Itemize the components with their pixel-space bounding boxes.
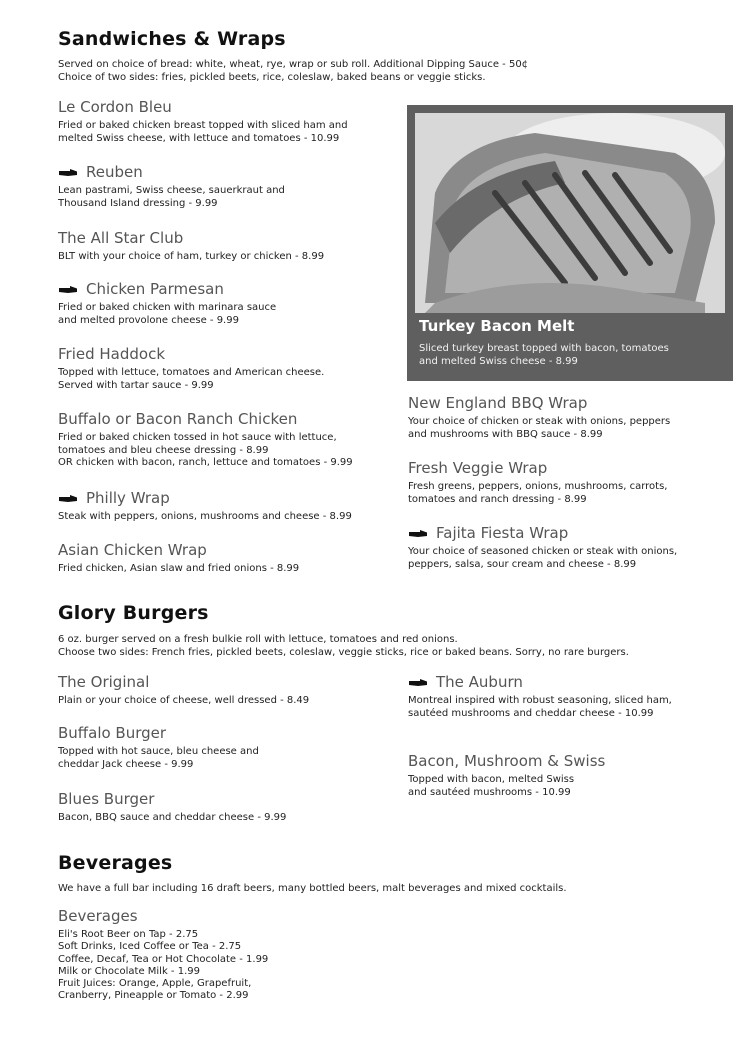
item-desc-line: Montreal inspired with robust seasoning, sliced ham, xyxy=(408,695,672,706)
pointing-hand-icon xyxy=(408,678,428,688)
item-name: Asian Chicken Wrap xyxy=(58,541,207,559)
list-item: Cranberry, Pineapple or Tomato - 2.99 xyxy=(58,990,249,1002)
item-desc-line: melted Swiss cheese, with lettuce and tomatoes - 10.99 xyxy=(58,132,340,144)
item-desc-line: tomatoes and bleu cheese dressing - 8.99 xyxy=(58,444,269,456)
featured-item-photo-box xyxy=(407,105,733,381)
menu-item-buffalo-bacon-ranch-chicken xyxy=(58,409,353,470)
item-name-row xyxy=(58,279,276,299)
pointing-hand-icon xyxy=(58,168,78,178)
item-desc-line: peppers, salsa, sour cream and cheese - 8.99 xyxy=(408,558,637,570)
item-desc xyxy=(58,185,285,210)
item-name-row xyxy=(408,672,672,692)
item-desc-line: Your choice of chicken or steak with onions, peppers xyxy=(408,416,671,427)
menu-item-chicken-parmesan xyxy=(58,279,276,327)
item-name: The Original xyxy=(58,673,150,691)
pointing-hand-icon xyxy=(58,494,78,504)
beverages-intro: We have a full bar including 16 draft beers, many bottled beers, malt beverages and mixed cocktails. xyxy=(58,883,567,894)
item-name: Blues Burger xyxy=(58,790,155,808)
item-name: Fajita Fiesta Wrap xyxy=(436,524,569,542)
sandwiches-intro xyxy=(58,58,718,84)
menu-item-the-original xyxy=(58,672,309,708)
item-name-row xyxy=(408,523,677,543)
sandwiches-intro-line: Choice of two sides: fries, pickled beets, rice, coleslaw, baked beans or veggie sticks. xyxy=(58,72,486,83)
item-name: Buffalo or Bacon Ranch Chicken xyxy=(58,410,298,428)
menu-item-blues-burger xyxy=(58,789,286,825)
beverages-list-block xyxy=(58,906,268,1003)
menu-item-fried-haddock xyxy=(58,344,324,392)
item-desc xyxy=(58,812,286,825)
item-desc-line: and melted provolone cheese - 9.99 xyxy=(58,314,239,326)
sandwiches-intro-line: Served on choice of bread: white, wheat, rye, wrap or sub roll. Additional Dipping Sauce - 50¢ xyxy=(58,59,529,70)
item-name: New England BBQ Wrap xyxy=(408,394,588,412)
menu-item-le-cordon-bleu xyxy=(58,97,348,145)
beverages-title: Beverages xyxy=(58,852,173,874)
list-item: Coffee, Decaf, Tea or Hot Chocolate - 1.99 xyxy=(58,953,269,965)
item-desc-line: Topped with hot sauce, bleu cheese and xyxy=(58,746,259,757)
menu-item-the-auburn xyxy=(408,672,672,720)
pointing-hand-icon xyxy=(408,529,428,539)
burgers-title: Glory Burgers xyxy=(58,602,209,624)
burgers-intro xyxy=(58,633,738,659)
item-name: Bacon, Mushroom & Swiss xyxy=(408,752,606,770)
pointing-hand-icon xyxy=(58,285,78,295)
item-name-row xyxy=(58,488,352,508)
menu-item-bacon-mushroom-swiss xyxy=(408,751,605,799)
item-desc-line: Fried chicken, Asian slaw and fried onions - 8.99 xyxy=(58,563,300,574)
item-name: Le Cordon Bleu xyxy=(58,98,172,116)
burgers-intro-line: Choose two sides: French fries, pickled beets, coleslaw, veggie sticks, rice or baked beans. Sorry, no rare burgers. xyxy=(58,647,629,658)
item-name: The Auburn xyxy=(436,673,523,691)
item-desc-line: and melted Swiss cheese - 8.99 xyxy=(419,355,578,367)
featured-item-desc xyxy=(419,343,669,368)
item-desc xyxy=(408,481,667,506)
item-desc-line: Plain or your choice of cheese, well dressed - 8.49 xyxy=(58,695,310,706)
item-desc xyxy=(58,302,276,327)
item-desc xyxy=(58,695,309,708)
item-desc-line: Thousand Island dressing - 9.99 xyxy=(58,197,218,209)
menu-item-new-england-bbq-wrap xyxy=(408,393,670,441)
item-desc-line: sautéed mushrooms and cheddar cheese - 10.99 xyxy=(408,707,654,719)
list-item: Soft Drinks, Iced Coffee or Tea - 2.75 xyxy=(58,941,242,953)
item-name: Reuben xyxy=(86,163,143,181)
item-desc-line: cheddar Jack cheese - 9.99 xyxy=(58,758,194,770)
item-desc-line: Bacon, BBQ sauce and cheddar cheese - 9.99 xyxy=(58,812,287,823)
item-desc-line: Fried or baked chicken tossed in hot sauce with lettuce, xyxy=(58,432,337,443)
item-desc-line: Fried or baked chicken breast topped with sliced ham and xyxy=(58,120,348,131)
item-desc-line: and mushrooms with BBQ sauce - 8.99 xyxy=(408,428,603,440)
item-desc-line: Served with tartar sauce - 9.99 xyxy=(58,379,214,391)
item-desc xyxy=(408,774,605,799)
sandwiches-title: Sandwiches & Wraps xyxy=(58,28,286,50)
item-name-row xyxy=(58,162,285,182)
item-desc xyxy=(58,511,352,524)
item-name: The All Star Club xyxy=(58,229,184,247)
featured-item-name: Turkey Bacon Melt xyxy=(419,317,575,335)
item-desc xyxy=(408,416,670,441)
item-desc-line: Fresh greens, peppers, onions, mushrooms, carrots, xyxy=(408,481,668,492)
menu-item-fresh-veggie-wrap xyxy=(408,458,667,506)
menu-item-reuben xyxy=(58,162,285,210)
beverages-list xyxy=(58,929,268,1003)
list-item: Fruit Juices: Orange, Apple, Grapefruit, xyxy=(58,978,252,990)
item-name: Fresh Veggie Wrap xyxy=(408,459,548,477)
item-desc xyxy=(58,432,353,470)
item-name: Chicken Parmesan xyxy=(86,280,224,298)
item-desc-line: Topped with bacon, melted Swiss xyxy=(408,774,575,785)
item-desc-line: tomatoes and ranch dressing - 8.99 xyxy=(408,493,587,505)
item-desc-line: Topped with lettuce, tomatoes and American cheese. xyxy=(58,367,325,378)
sandwich-photo xyxy=(415,113,725,313)
item-name: Fried Haddock xyxy=(58,345,166,363)
item-desc xyxy=(58,746,259,771)
item-desc xyxy=(58,367,324,392)
item-desc xyxy=(58,251,324,264)
list-item: Eli's Root Beer on Tap - 2.75 xyxy=(58,929,199,940)
menu-item-asian-chicken-wrap xyxy=(58,540,299,576)
item-desc xyxy=(58,120,348,145)
item-desc-line: Lean pastrami, Swiss cheese, sauerkraut and xyxy=(58,185,285,196)
item-desc-line: BLT with your choice of ham, turkey or chicken - 8.99 xyxy=(58,251,325,262)
item-desc xyxy=(58,563,299,576)
item-desc-line: Fried or baked chicken with marinara sauce xyxy=(58,302,277,313)
list-item: Milk or Chocolate Milk - 1.99 xyxy=(58,965,200,977)
item-desc-line: Sliced turkey breast topped with bacon, tomatoes xyxy=(419,343,669,354)
menu-item-buffalo-burger xyxy=(58,723,259,771)
item-desc-line: and sautéed mushrooms - 10.99 xyxy=(408,786,571,798)
item-name: Buffalo Burger xyxy=(58,724,167,742)
item-name: Philly Wrap xyxy=(86,489,170,507)
item-desc xyxy=(408,695,672,720)
item-desc-line: OR chicken with bacon, ranch, lettuce and tomatoes - 9.99 xyxy=(58,457,353,468)
menu-item-all-star-club xyxy=(58,228,324,264)
menu-item-fajita-fiesta-wrap xyxy=(408,523,677,571)
menu-item-philly-wrap xyxy=(58,488,352,524)
beverages-subtitle: Beverages xyxy=(58,907,138,925)
item-desc xyxy=(408,546,677,571)
item-desc-line: Your choice of seasoned chicken or steak with onions, xyxy=(408,546,678,557)
item-desc-line: Steak with peppers, onions, mushrooms and cheese - 8.99 xyxy=(58,511,352,522)
burgers-intro-line: 6 oz. burger served on a fresh bulkie roll with lettuce, tomatoes and red onions. xyxy=(58,634,458,645)
